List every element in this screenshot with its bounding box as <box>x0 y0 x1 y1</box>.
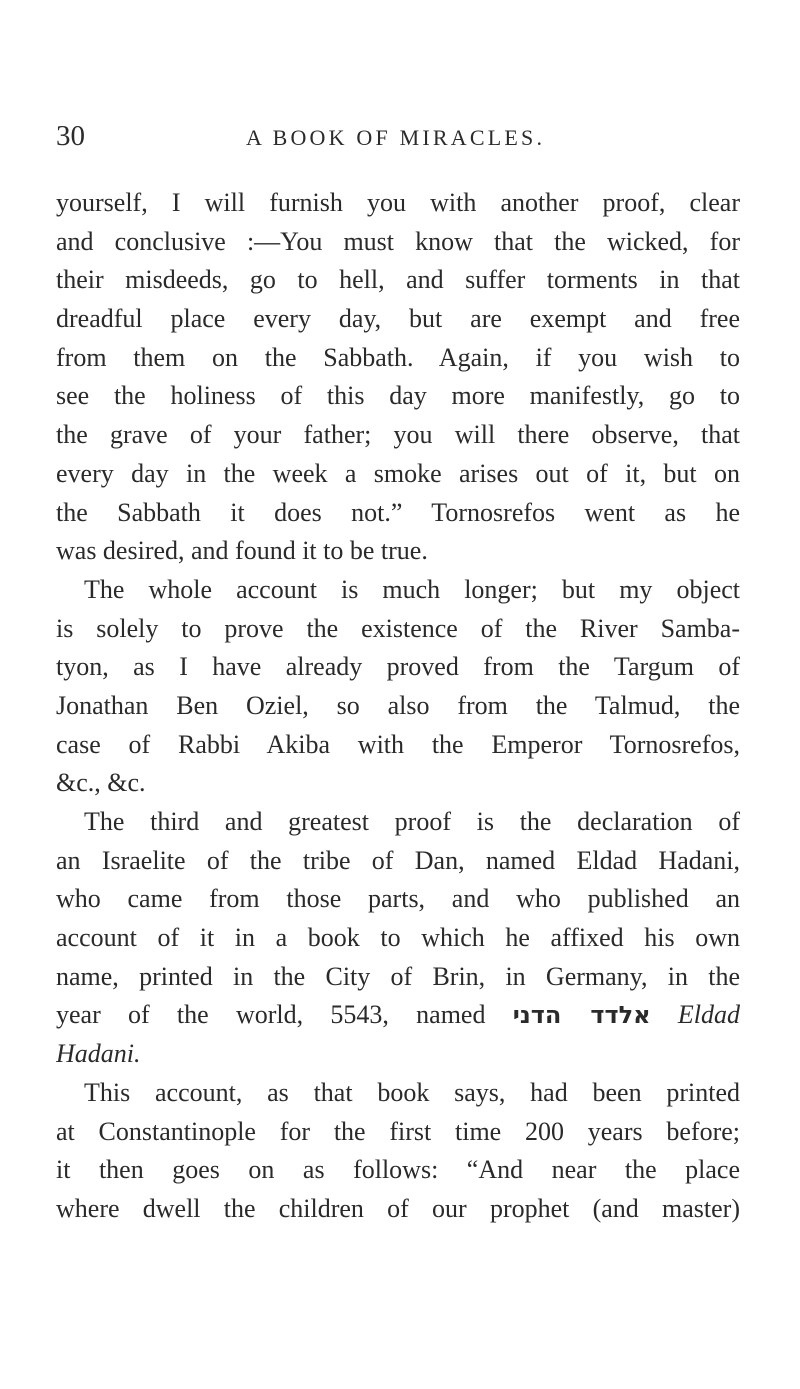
text-line: tyon, as I have already proved from the Targum of <box>56 652 740 682</box>
page-number: 30 <box>56 120 85 152</box>
text-line: was desired, and found it to be true. <box>56 536 428 566</box>
text-line: an Israelite of the tribe of Dan, named Eldad Hadani, <box>56 845 740 875</box>
text-line-with-hebrew <box>56 996 740 1035</box>
paragraph-start-line: The third and greatest proof is the declaration of <box>84 807 740 836</box>
text-line: who came from those parts, and who published an <box>56 884 740 914</box>
running-head <box>56 118 746 154</box>
text-line: name, printed in the City of Brin, in Germany, in the <box>56 961 740 991</box>
text-line: where dwell the children of our prophet (and master) <box>56 1193 740 1223</box>
line-lead-text: year of the world, 5543, named <box>56 1000 486 1030</box>
text-line: dreadful place every day, but are exempt and free <box>56 304 740 334</box>
paragraph-start-line: The whole account is much longer; but my object <box>84 574 740 604</box>
text-line: and conclusive :—You must know that the wicked, for <box>56 226 740 256</box>
italic-name: Eldad <box>677 1000 740 1030</box>
text-line: &c., &c. <box>56 768 146 798</box>
text-line: case of Rabbi Akiba with the Emperor Tornosrefos, <box>56 729 740 759</box>
text-line: from them on the Sabbath. Again, if you wish to <box>56 342 740 372</box>
text-line: Jonathan Ben Oziel, so also from the Talmud, the <box>56 690 740 720</box>
text-line: is solely to prove the existence of the River Samba- <box>56 613 740 643</box>
text-line: the grave of your father; you will there observe, that <box>56 420 740 450</box>
text-line: yourself, I will furnish you with another proof, clear <box>56 188 740 217</box>
text-line: the Sabbath it does not.” Tornosrefos went as he <box>56 497 740 527</box>
text-line: it then goes on as follows: “And near the place <box>56 1155 740 1185</box>
body-text <box>56 184 740 1229</box>
text-line: every day in the week a smoke arises out of it, but on <box>56 458 740 488</box>
running-title: A BOOK OF MIRACLES. <box>246 125 546 150</box>
text-line: account of it in a book to which he affixed his own <box>56 923 740 953</box>
italic-name-continued: Hadani. <box>56 1039 141 1069</box>
text-line: at Constantinople for the first time 200 years before; <box>56 1116 740 1146</box>
hebrew-name: אלדד הדני <box>512 1001 651 1030</box>
text-line: see the holiness of this day more manifestly, go to <box>56 381 740 411</box>
text-line: their misdeeds, go to hell, and suffer torments in that <box>56 265 740 295</box>
paragraph-start-line: This account, as that book says, had been printed <box>84 1077 740 1107</box>
